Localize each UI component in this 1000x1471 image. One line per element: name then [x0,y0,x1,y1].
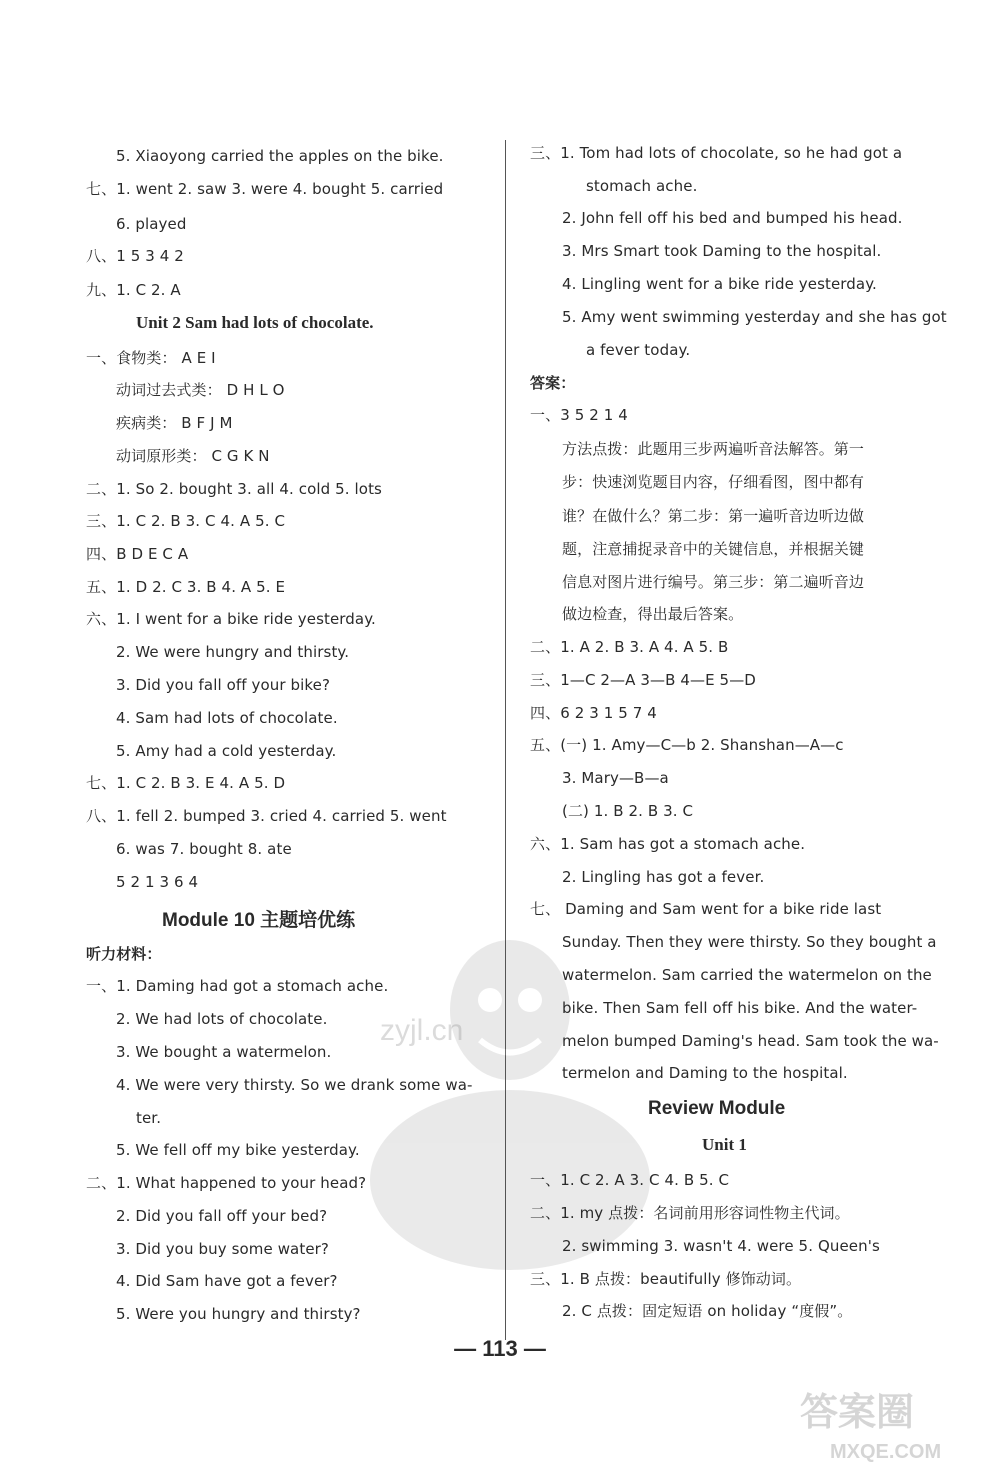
answer-line: 4. Sam had lots of chocolate. [116,709,338,727]
answer-line: (二) 1. B 2. B 3. C [562,802,694,820]
answer-line: 5. Xiaoyong carried the apples on the bike. [116,147,444,165]
answer-line: a fever today. [586,341,691,359]
answer-line: 5. Were you hungry and thirsty? [116,1305,361,1323]
section-heading: Module 10 主题培优练 [162,910,356,931]
answer-line: 5 2 1 3 6 4 [116,873,199,891]
answer-line: 五、(一) 1. Amy—C—b 2. Shanshan—A—c [530,736,844,754]
answer-line: 2. Lingling has got a fever. [562,868,765,886]
answer-line: 听力材料： [86,945,162,963]
answer-line: 三、1—C 2—A 3—B 4—E 5—D [530,671,756,689]
answer-line: 一、3 5 2 1 4 [530,406,628,424]
answer-line: 动词原形类： C G K N [116,447,270,465]
answer-line: 2. We had lots of chocolate. [116,1010,328,1028]
corner-logo-line1: 答案圈 [800,1390,915,1434]
answer-line: 一、1. Daming had got a stomach ache. [86,977,389,995]
corner-logo-line2: MXQE.COM [830,1441,942,1463]
answer-line: 七、1. C 2. B 3. E 4. A 5. D [86,774,286,792]
section-heading: Unit 1 [702,1135,747,1154]
page-number: — 113 — [454,1336,546,1361]
answer-line: 三、1. Tom had lots of chocolate, so he had got a [530,144,903,162]
column-divider [505,140,506,1340]
answer-line: 2. We were hungry and thirsty. [116,643,350,661]
answer-line: 三、1. B 点拨：beautifully 修饰动词。 [530,1270,802,1288]
answer-line: 二、1. So 2. bought 3. all 4. cold 5. lots [86,480,382,498]
answer-line: 2. John fell off his bed and bumped his head. [562,209,903,227]
answer-line: 4. Did Sam have got a fever? [116,1272,338,1290]
answer-line: 5. Amy went swimming yesterday and she has got [562,308,947,326]
answer-line: 5. We fell off my bike yesterday. [116,1141,360,1159]
answer-line: 方法点拨：此题用三步两遍听音法解答。第一 [562,440,865,458]
answer-line: 六、1. I went for a bike ride yesterday. [86,610,376,628]
answer-line: ter. [136,1109,162,1127]
answer-line: 6. was 7. bought 8. ate [116,840,292,858]
answer-line: 题，注意捕捉录音中的关键信息，并根据关键 [562,540,865,558]
answer-line: 3. Mary—B—a [562,769,669,787]
answer-line: 疾病类： B F J M [116,414,233,432]
answer-line: 四、6 2 3 1 5 7 4 [530,704,657,722]
answer-line: 2. Did you fall off your bed? [116,1207,328,1225]
answer-line: 一、食物类： A E I [86,349,216,367]
answer-line: 三、1. C 2. B 3. C 4. A 5. C [86,512,286,530]
answer-line: 二、1. What happened to your head? [86,1174,367,1192]
answer-line: Sunday. Then they were thirsty. So they bought a [562,933,937,951]
watermark-text: zyjl.cn [380,1014,464,1047]
answer-line: 六、1. Sam has got a stomach ache. [530,835,806,853]
answer-line: 七、1. went 2. saw 3. were 4. bought 5. carried [86,180,444,198]
answer-line: 5. Amy had a cold yesterday. [116,742,337,760]
section-heading: Unit 2 Sam had lots of chocolate. [136,313,374,332]
answer-line: 信息对图片进行编号。第三步：第二遍听音边 [562,573,865,591]
section-heading: Review Module [648,1098,786,1119]
answer-line: stomach ache. [586,177,698,195]
answer-line: 2. C 点拨：固定短语 on holiday “度假”。 [562,1302,853,1320]
answer-line: 谁？在做什么？第二步：第一遍听音边听边做 [562,507,865,525]
answer-line: 二、1. my 点拨：名词前用形容词性物主代词。 [530,1204,850,1222]
answer-line: termelon and Daming to the hospital. [562,1064,848,1082]
answer-line: 四、B D E C A [86,545,189,563]
answer-line: 动词过去式类： D H L O [116,381,285,399]
answer-line: 6. played [116,215,187,233]
answer-line: 3. Did you fall off your bike? [116,676,331,694]
answer-line: bike. Then Sam fell off his bike. And the water- [562,999,918,1017]
answer-line: melon bumped Daming's head. Sam took the wa- [562,1032,939,1050]
answer-line: 八、1. fell 2. bumped 3. cried 4. carried 5. went [86,807,447,825]
answer-line: 九、1. C 2. A [86,281,181,299]
answer-line: 3. Mrs Smart took Daming to the hospital. [562,242,882,260]
answer-line: 2. swimming 3. wasn't 4. were 5. Queen's [562,1237,880,1255]
answer-line: 做边检查，得出最后答案。 [562,605,744,623]
answer-line: 七、 Daming and Sam went for a bike ride last [530,900,882,918]
answer-line: 3. We bought a watermelon. [116,1043,332,1061]
answer-circle-logo [790,1380,980,1465]
answer-line: 二、1. A 2. B 3. A 4. A 5. B [530,638,729,656]
answer-line: watermelon. Sam carried the watermelon on the [562,966,932,984]
answer-line: 答案： [530,374,576,392]
answer-line: 八、1 5 3 4 2 [86,247,184,265]
answer-line: 4. Lingling went for a bike ride yesterday. [562,275,877,293]
answer-line: 一、1. C 2. A 3. C 4. B 5. C [530,1171,730,1189]
answer-line: 步：快速浏览题目内容，仔细看图，图中都有 [562,473,865,491]
answer-line: 3. Did you buy some water? [116,1240,329,1258]
answer-line: 4. We were very thirsty. So we drank some wa- [116,1076,473,1094]
answer-line: 五、1. D 2. C 3. B 4. A 5. E [86,578,286,596]
